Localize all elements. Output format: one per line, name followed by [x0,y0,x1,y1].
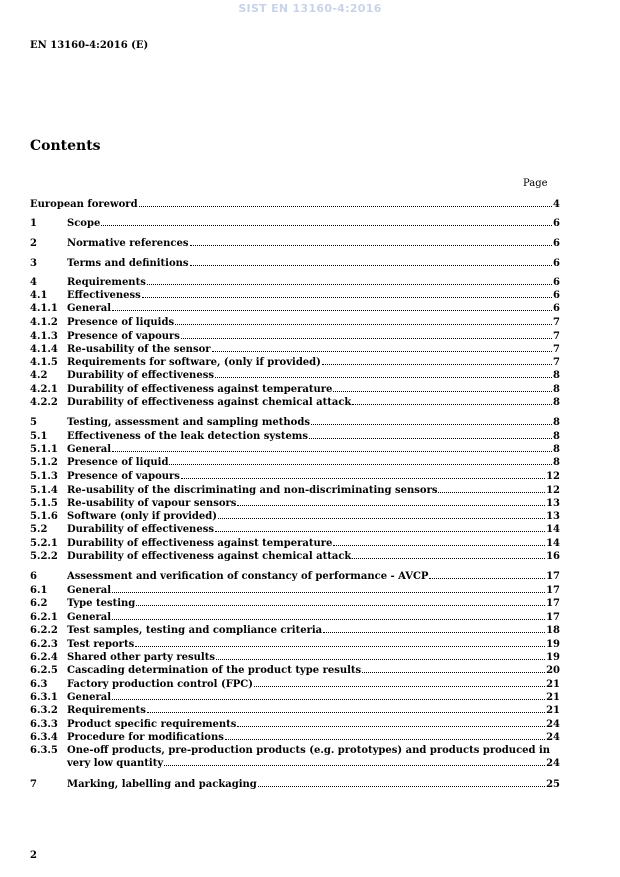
toc-entry[interactable] [30,718,560,731]
toc-entry-number: 6.2.1 [30,612,58,623]
toc-entry-title: Software (only if provided) [67,511,217,522]
toc-leader-dots [258,786,545,787]
toc-entry[interactable] [30,343,560,356]
toc-leader-dots [333,545,545,546]
toc-entry-number: 4.2.2 [30,397,58,408]
toc-entry-title: One-off products, pre-production products (e.g. prototypes) and products produced in [67,745,551,756]
toc-entry-page: 6 [553,303,560,314]
toc-entry-number: 4.1.4 [30,344,58,355]
toc-entry-title: Scope [67,218,101,229]
toc-leader-dots [362,672,545,673]
toc-leader-dots [112,310,552,311]
toc-leader-dots [218,518,545,519]
toc-entry-page: 6 [553,290,560,301]
document-id: EN 13160-4:2016 (E) [30,40,149,51]
toc-entry-page: 8 [553,457,560,468]
toc-entry[interactable] [30,416,560,429]
toc-entry-number: 5.1.6 [30,511,58,522]
toc-leader-dots [181,478,545,479]
toc-leader-dots [352,558,545,559]
toc-entry-number: 6.3 [30,679,48,690]
toc-entry-number: 4.1.1 [30,303,58,314]
toc-entry-page: 21 [546,692,560,703]
toc-entry[interactable] [30,497,560,510]
toc-entry-title: Presence of liquid [67,457,169,468]
toc-entry-title: European foreword [30,199,138,210]
toc-entry-title: Durability of effectiveness [67,370,214,381]
toc-entry-title: Presence of vapours [67,331,180,342]
toc-entry-page: 24 [546,719,560,730]
toc-entry-page: 16 [546,551,560,562]
toc-entry[interactable] [30,704,560,717]
toc-leader-dots [169,464,552,465]
toc-entry-number: 1 [30,218,37,229]
toc-entry-title: Presence of vapours [67,471,180,482]
toc-entry-page: 6 [553,218,560,229]
toc-entry-page: 21 [546,679,560,690]
toc-entry[interactable] [30,523,560,536]
toc-entry-number: 6.3.4 [30,732,58,743]
toc-leader-dots [225,739,545,740]
toc-entry-page: 7 [553,344,560,355]
toc-entry-title: Requirements [67,705,146,716]
toc-entry-title: Durability of effectiveness against temperature [67,538,333,549]
toc-entry-title: Durability of effectiveness against chemical attack [67,551,352,562]
toc-entry-title: Procedure for modifications [67,732,224,743]
toc-entry-number: 5.1.3 [30,471,58,482]
toc-entry-title: Re-usability of vapour sensors [67,498,237,509]
toc-leader-dots [175,324,552,325]
toc-leader-dots [112,699,545,700]
toc-entry[interactable] [30,302,560,315]
toc-leader-dots [352,404,552,405]
toc-entry-number: 6.2.5 [30,665,58,676]
toc-entry[interactable] [30,664,560,677]
toc-entry-page: 17 [546,571,560,582]
toc-entry-page: 8 [553,431,560,442]
toc-entry-page: 8 [553,370,560,381]
toc-entry-page: 8 [553,444,560,455]
toc-entry-title: General [67,612,112,623]
toc-entry-number: 5.1.1 [30,444,58,455]
toc-leader-dots [311,424,552,425]
toc-entry[interactable] [30,289,560,302]
toc-entry-number: 6.2.2 [30,625,58,636]
toc-entry-number: 4.2.1 [30,384,58,395]
toc-entry-page: 6 [553,277,560,288]
toc-entry-page: 12 [546,485,560,496]
toc-entry-page: 19 [546,639,560,650]
toc-entry[interactable] [30,624,560,637]
toc-leader-dots [181,338,552,339]
toc-entry-title: Re-usability of the discriminating and non-discriminating sensors [67,485,438,496]
toc-entry-page: 17 [546,585,560,596]
toc-entry-number: 6.3.2 [30,705,58,716]
toc-entry[interactable] [30,597,560,610]
toc-entry[interactable] [30,430,560,443]
toc-entry-title: General [67,585,112,596]
toc-entry-number: 5.1.4 [30,485,58,496]
toc-entry[interactable] [30,611,560,624]
toc-entry-title: Factory production control (FPC) [67,679,254,690]
toc-entry-number: 2 [30,238,37,249]
toc-leader-dots [322,364,552,365]
toc-entry[interactable] [30,198,560,211]
toc-entry-page: 4 [553,199,560,210]
toc-leader-dots [190,245,553,246]
toc-entry-title: Requirements for software, (only if provided) [67,357,321,368]
toc-entry[interactable] [30,276,560,289]
toc-entry-page: 6 [553,258,560,269]
toc-entry-title: General [67,692,112,703]
toc-leader-dots [237,726,545,727]
toc-leader-dots [190,265,553,266]
toc-entry[interactable] [30,257,560,270]
toc-entry-number: 5.1.2 [30,457,58,468]
toc-entry-title: Durability of effectiveness against temperature [67,384,333,395]
toc-leader-dots [147,284,552,285]
toc-entry-page: 24 [546,732,560,743]
toc-entry-number: 5.1.5 [30,498,58,509]
toc-entry-title: Effectiveness of the leak detection systems [67,431,309,442]
toc-entry[interactable] [30,316,560,329]
toc-entry-title: Test reports [67,639,135,650]
toc-entry-title: Durability of effectiveness against chemical attack [67,397,352,408]
toc-entry-number: 4.1 [30,290,48,301]
toc-entry-number: 3 [30,258,37,269]
toc-entry-number: 6 [30,571,37,582]
toc-entry-number: 6.2.3 [30,639,58,650]
toc-entry-number: 4.1.3 [30,331,58,342]
toc-entry[interactable] [30,778,560,791]
toc-entry-title: Cascading determination of the product type results [67,665,362,676]
toc-entry-page: 13 [546,511,560,522]
toc-entry-number: 4 [30,277,37,288]
toc-leader-dots [164,765,545,766]
toc-entry[interactable] [30,678,560,691]
toc-entry-number: 4.1.2 [30,317,58,328]
watermark: SIST EN 13160-4:2016 [238,2,382,15]
toc-entry[interactable] [30,584,560,597]
toc-leader-dots [112,592,545,593]
toc-leader-dots [215,531,545,532]
toc-entry[interactable] [30,369,560,382]
toc-leader-dots [147,712,545,713]
toc-entry-page: 13 [546,498,560,509]
toc-entry[interactable] [30,330,560,343]
toc-leader-dots [139,206,552,207]
toc-entry-number: 6.3.5 [30,745,58,756]
toc-leader-dots [101,225,552,226]
toc-entry-number: 4.1.5 [30,357,58,368]
toc-leader-dots [216,659,545,660]
toc-entry[interactable] [30,383,560,396]
toc-entry[interactable] [30,651,560,664]
toc-leader-dots [142,297,552,298]
toc-entry-page: 17 [546,612,560,623]
toc-entry[interactable] [30,237,560,250]
toc-entry-title: Effectiveness [67,290,141,301]
toc-entry-page: 24 [546,758,560,769]
toc-leader-dots [323,632,545,633]
toc-entry-page: 8 [553,417,560,428]
toc-entry-page: 25 [546,779,560,790]
toc-entry-title: Test samples, testing and compliance criteria [67,625,323,636]
toc-entry[interactable] [30,396,560,409]
toc-leader-dots [237,505,545,506]
toc-entry[interactable] [30,456,560,469]
toc-entry-title: General [67,444,112,455]
toc-entry-page: 7 [553,357,560,368]
toc-entry-number: 5 [30,417,37,428]
toc-entry-page: 21 [546,705,560,716]
toc-entry-title-continued: very low quantity [67,758,164,769]
toc-entry[interactable] [30,731,560,744]
toc-entry-number: 5.2.1 [30,538,58,549]
toc-entry-title: Type testing [67,598,136,609]
toc-entry[interactable] [30,356,560,369]
toc-leader-dots [254,686,545,687]
toc-entry-number: 5.1 [30,431,48,442]
toc-entry-number: 6.2.4 [30,652,58,663]
toc-entry-page: 14 [546,538,560,549]
toc-entry[interactable] [30,537,560,550]
toc-entry-title: Requirements [67,277,146,288]
toc-entry-number: 5.2.2 [30,551,58,562]
toc-entry-continuation[interactable] [30,757,560,770]
toc-entry-page: 18 [546,625,560,636]
toc-leader-dots [215,377,552,378]
toc-entry[interactable] [30,691,560,704]
page-column-label: Page [523,178,548,189]
toc-leader-dots [135,646,545,647]
toc-entry-page: 7 [553,317,560,328]
toc-entry[interactable] [30,484,560,497]
toc-leader-dots [309,438,552,439]
toc-leader-dots [136,605,545,606]
toc-entry[interactable] [30,744,560,757]
toc-entry-page: 20 [546,665,560,676]
toc-leader-dots [112,619,545,620]
toc-entry-number: 6.3.3 [30,719,58,730]
toc-entry-number: 5.2 [30,524,48,535]
toc-entry-title: Durability of effectiveness [67,524,214,535]
toc-entry-title: Product specific requirements [67,719,237,730]
toc-entry-number: 6.2 [30,598,48,609]
toc-leader-dots [333,391,552,392]
toc-entry-title: Presence of liquids [67,317,175,328]
toc-entry-page: 17 [546,598,560,609]
toc-leader-dots [112,451,552,452]
toc-entry[interactable] [30,550,560,563]
toc-entry-number: 7 [30,779,37,790]
toc-entry-page: 8 [553,384,560,395]
page-title: Contents [30,138,101,154]
toc-entry[interactable] [30,217,560,230]
toc-entry-title: General [67,303,112,314]
toc-entry-page: 12 [546,471,560,482]
toc-entry-page: 7 [553,331,560,342]
toc-entry[interactable] [30,443,560,456]
toc-entry-number: 6.3.1 [30,692,58,703]
toc-leader-dots [438,492,545,493]
toc-entry-page: 19 [546,652,560,663]
toc-entry-page: 14 [546,524,560,535]
toc-entry-title: Marking, labelling and packaging [67,779,257,790]
toc-leader-dots [429,578,545,579]
toc-entry[interactable] [30,470,560,483]
toc-entry-title: Assessment and verification of constancy of performance - AVCP [67,571,429,582]
toc-leader-dots [212,351,553,352]
toc-entry-title: Terms and definitions [67,258,189,269]
toc-entry-title: Testing, assessment and sampling methods [67,417,310,428]
toc-entry[interactable] [30,510,560,523]
toc-entry-number: 6.1 [30,585,48,596]
toc-entry-page: 8 [553,397,560,408]
page-number: 2 [30,850,37,861]
toc-entry-title: Normative references [67,238,189,249]
toc-entry[interactable] [30,570,560,583]
toc-entry-number: 4.2 [30,370,48,381]
toc-entry-title: Shared other party results [67,652,215,663]
toc-entry-page: 6 [553,238,560,249]
toc-entry-title: Re-usability of the sensor [67,344,211,355]
toc-entry[interactable] [30,638,560,651]
